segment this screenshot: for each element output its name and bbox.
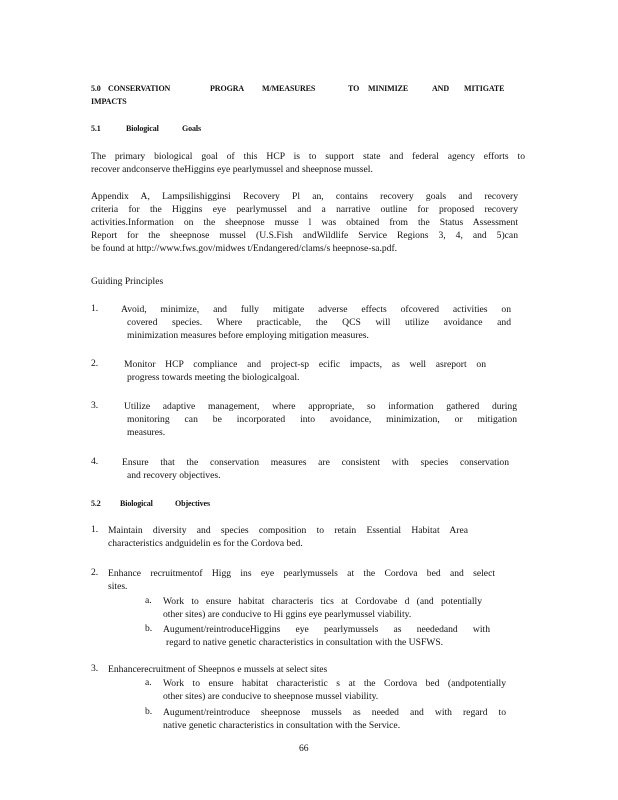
principle-item (124, 358, 486, 384)
text-line: Appendix A, Lampsilishigginsi Recovery Pl an, contains recovery goals and recovery (91, 191, 518, 202)
text-line: Ensure that the conservation measures are consistent with species conservation (122, 457, 509, 468)
text-line: Augument/reintroduce sheepnose mussels as needed and with regard to (163, 707, 506, 718)
heading-line-2: IMPACTS (91, 97, 127, 106)
list-number: 2. (91, 567, 99, 578)
text-line: Utilize adaptive management, where appropriate, so information gathered during (124, 401, 517, 412)
heading-word: PROGRA (210, 84, 245, 93)
text-line: recover andconserve theHiggins eye pearlymussel and sheepnose mussel. (91, 164, 373, 175)
list-number: 2. (91, 358, 99, 369)
text-line: characteristics andguidelin es for the Cordova bed. (108, 538, 303, 549)
list-number: 1. (91, 303, 99, 314)
text-line: monitoring can be incorporated into avoidance, minimization, or mitigation (127, 414, 517, 425)
objective-subitem (163, 677, 506, 703)
text-line: covered species. Where practicable, the QCS will utilize avoidance and (127, 317, 511, 328)
text-line: sites. (108, 581, 128, 592)
text-line: Monitor HCP compliance and project-sp ecific impacts, as well asreport on (124, 359, 486, 370)
text-line: and recovery objectives. (127, 470, 221, 481)
heading-word: Objectives (175, 499, 210, 508)
goal-paragraph (91, 150, 525, 176)
text-line: native genetic characteristics in consultation with the Service. (163, 720, 401, 731)
sub-letter: a. (145, 595, 152, 606)
text-line: Augument/reintroduceHiggins eye pearlymussels as neededand with (163, 624, 490, 635)
heading-word: Goals (182, 124, 202, 133)
text-line: minimization measures before employing mitigation measures. (127, 330, 369, 341)
section-number: 5.0 (91, 84, 101, 93)
heading-word: MINIMIZE (368, 84, 409, 93)
text-line: Work to ensure habitat characteris tics at Cordovabe d (and potentially (163, 596, 482, 607)
objective-subitem (163, 623, 490, 649)
text-line: other sites) are conducive to sheepnose mussel viability. (163, 691, 379, 702)
list-number: 3. (91, 400, 99, 411)
text-line: Report for the sheepnose mussel (U.S.Fish andWildlife Service Regions 3, 4, and 5)can (91, 230, 518, 241)
text-line: measures. (127, 427, 166, 438)
sub-letter: b. (145, 706, 153, 717)
sub-letter: b. (145, 623, 153, 634)
page-number: 66 (299, 743, 309, 754)
principle-item (121, 303, 511, 342)
heading-word: AND (432, 84, 450, 93)
text-line: Avoid, minimize, and fully mitigate adverse effects ofcovered activities on (121, 304, 511, 315)
text-line: The primary biological goal of this HCP is to support state and federal agency efforts to (91, 151, 525, 162)
objective-item (108, 663, 408, 676)
section-number: 5.1 (91, 124, 101, 133)
text-line: criteria for the Higgins eye pearlymussel and a narrative outline for proposed recovery (91, 204, 518, 215)
objective-item (108, 567, 495, 593)
objective-subitem (163, 706, 506, 732)
text-line: Enhancerecruitment of Sheepnos e mussels at select sites (108, 664, 328, 675)
list-number: 4. (91, 456, 99, 467)
principle-item (124, 400, 517, 439)
appendix-paragraph (91, 190, 518, 255)
heading-word: MITIGATE (464, 84, 505, 93)
list-number: 1. (91, 524, 99, 535)
text-line: be found at http://www.fws.gov/midwes t/Endangered/clams/s heepnose-sa.pdf. (91, 243, 398, 254)
guiding-principles-title: Guiding Principles (91, 276, 164, 287)
heading-word: CONSERVATION (108, 84, 171, 93)
principle-item (122, 456, 509, 482)
list-number: 3. (91, 663, 99, 674)
heading-word: M/MEASURES (262, 84, 316, 93)
text-line: Maintain diversity and species composition to retain Essential Habitat Area (108, 525, 468, 536)
objective-subitem (163, 595, 482, 621)
text-line: regard to native genetic characteristics in consultation with the USFWS. (166, 637, 444, 648)
text-line: Work to ensure habitat characteristic s at the Cordova bed (andpotentially (163, 678, 506, 689)
heading-word: Biological (126, 124, 159, 133)
heading-word: TO (348, 84, 360, 93)
text-line: Enhance recruitmentof Higg ins eye pearlymussels at the Cordova bed and select (108, 568, 495, 579)
objective-item (108, 524, 468, 550)
text-line: progress towards meeting the biologicalgoal. (127, 372, 300, 383)
heading-word: Biological (120, 499, 153, 508)
text-line: activities.Information on the sheepnose musse l was obtained from the Status Assessment (91, 217, 518, 228)
text-line: other sites) are conducive to Hi ggins eye pearlymussel viability. (163, 609, 412, 620)
sub-letter: a. (145, 677, 152, 688)
section-number: 5.2 (91, 499, 101, 508)
